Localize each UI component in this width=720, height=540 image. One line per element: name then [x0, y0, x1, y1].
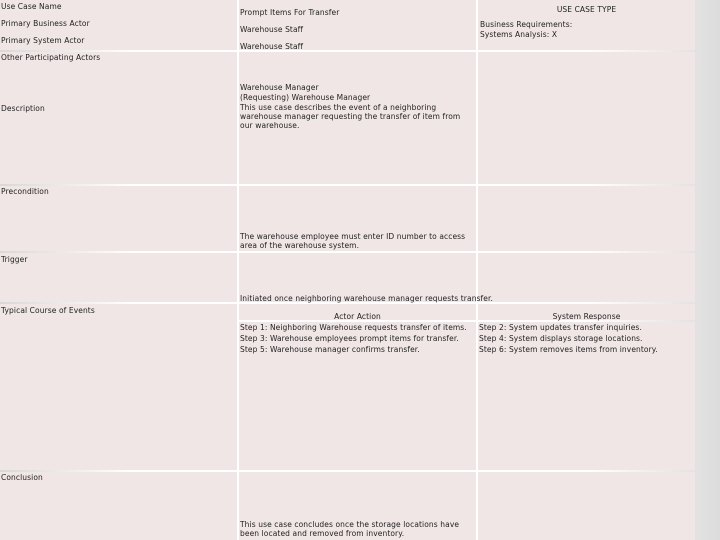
system-step: Step 6: System removes items from inventory.	[479, 345, 658, 354]
typical-course-label: Typical Course of Events	[1, 306, 95, 315]
conclusion-label: Conclusion	[1, 473, 43, 482]
business-requirements-line: Business Requirements:	[480, 20, 573, 29]
actor-step: Step 5: Warehouse manager confirms transfer.	[240, 345, 420, 354]
use-case-name-value: Prompt Items For Transfer	[240, 8, 340, 17]
trigger-label: Trigger	[1, 255, 28, 264]
other-actors-value-2: (Requesting) Warehouse Manager	[240, 93, 371, 102]
label-cell-actors	[0, 52, 237, 184]
use-case-name-label: Use Case Name	[1, 2, 62, 11]
label-cell-trigger	[0, 253, 237, 302]
primary-business-actor-value: Warehouse Staff	[240, 25, 304, 34]
precondition-label: Precondition	[1, 187, 49, 196]
system-response-header: System Response	[552, 312, 621, 321]
precondition-value: The warehouse employee must enter ID number to access area of the warehouse system.	[240, 232, 466, 250]
systems-analysis-line: Systems Analysis: X	[480, 30, 558, 39]
description-value: This use case describes the event of a neighboring warehouse manager requesting the transfer of item from our warehouse.	[240, 103, 461, 130]
actor-action-header: Actor Action	[334, 312, 381, 321]
system-step: Step 4: System displays storage locations.	[479, 334, 643, 343]
primary-system-actor-value: Warehouse Staff	[240, 42, 304, 51]
label-cell-conclusion	[0, 472, 237, 540]
actor-step: Step 1: Neighboring Warehouse requests transfer of items.	[240, 323, 467, 332]
other-actors-value-1: Warehouse Manager	[240, 83, 319, 92]
primary-business-actor-label: Primary Business Actor	[1, 19, 90, 28]
right-cell-trigger	[478, 253, 695, 302]
right-cell-conclusion	[478, 472, 695, 540]
primary-system-actor-label: Primary System Actor	[1, 36, 85, 45]
trigger-value: Initiated once neighboring warehouse manager requests transfer.	[240, 294, 493, 303]
conclusion-value: This use case concludes once the storage locations have been located and removed from inventory.	[240, 520, 460, 538]
description-label: Description	[1, 104, 45, 113]
system-step: Step 2: System updates transfer inquiries.	[479, 323, 642, 332]
use-case-type-title: USE CASE TYPE	[556, 5, 617, 14]
right-cell-actors	[478, 52, 695, 184]
right-cell-precondition	[478, 186, 695, 251]
actor-step: Step 3: Warehouse employees prompt items for transfer.	[240, 334, 459, 343]
other-actors-label: Other Participating Actors	[1, 53, 101, 62]
label-cell-events	[0, 304, 237, 470]
